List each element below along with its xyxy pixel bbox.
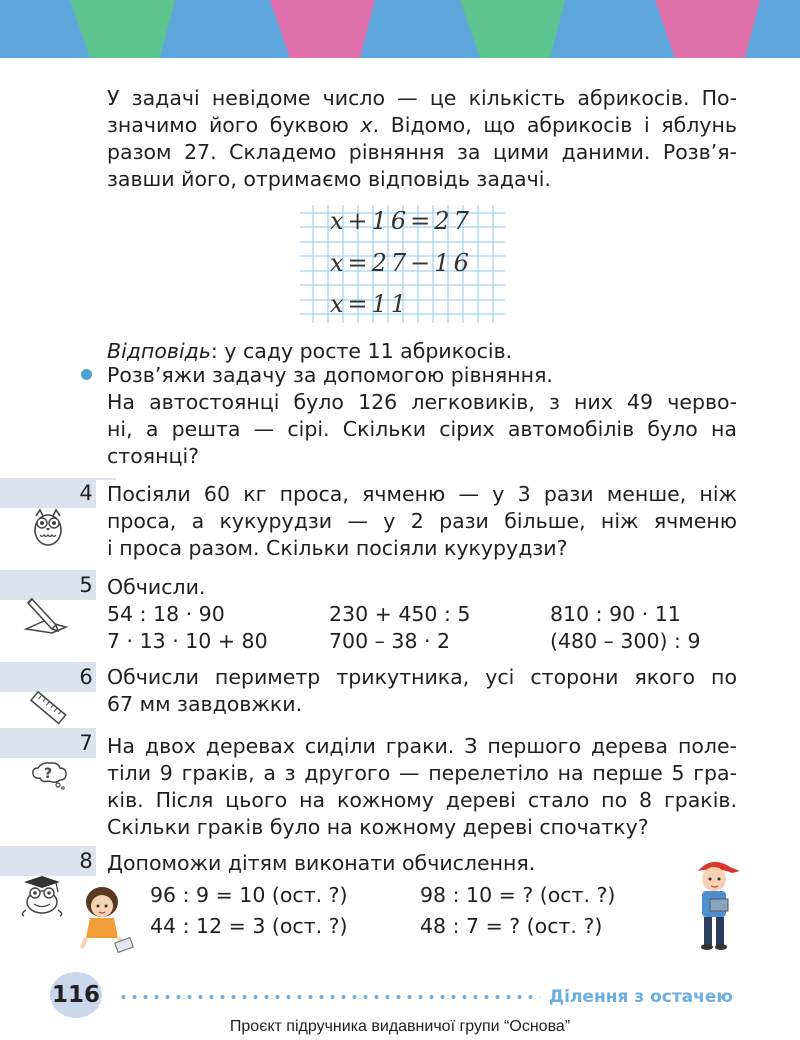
top-banner	[0, 0, 800, 58]
task-6-line-1: Обчисли периметр трикутника, усі сторони якого по	[107, 665, 737, 689]
page-number: 116	[50, 972, 102, 1018]
intro-line-2: значимо його буквою x. Відомо, що абрикосів і яблунь	[107, 113, 737, 137]
task-4-text	[107, 481, 737, 562]
answer-text: : у саду росте 11 абрикосів.	[210, 339, 513, 363]
task-4-line-3: і проса разом. Скільки посіяли кукурудзи?	[107, 536, 568, 560]
owl-icon	[30, 508, 66, 548]
task-4-line-2: проса, а кукурудзи — у 2 рази більше, ніж ячменю	[107, 509, 737, 533]
task-8-expr-1-1: 96 : 9 = 10 (ост. ?)	[150, 883, 348, 907]
task-5-expr-1-3: 810 : 90 · 11	[550, 602, 681, 626]
task-7-line-2: тіли 9 граків, а з другого — перелетіло на перше 5 гра-	[107, 761, 737, 785]
intro-line-4: завши його, отримаємо відповідь задачі.	[107, 167, 551, 191]
equation-3: x=11	[330, 290, 411, 318]
task-5-expr-2-1: 7 · 13 · 10 + 80	[107, 629, 268, 653]
task-6-number: 6	[79, 665, 93, 689]
task-8-expr-1-2: 98 : 10 = ? (ост. ?)	[420, 883, 616, 907]
girl-illustration	[78, 884, 136, 954]
task-5-expr-1-1: 54 : 18 · 90	[107, 602, 225, 626]
answer-label: Відповідь	[107, 339, 211, 363]
intro-line-1: У задачі невідоме число — це кількість абрикосів. По-	[107, 86, 737, 110]
frog-graduate-icon	[16, 874, 68, 918]
bullet-marker	[81, 369, 92, 380]
task-7-line-3: ків. Після цього на кожному дереві стало по 8 граків.	[107, 788, 737, 812]
bullet-task-line-4: стоянці?	[107, 444, 200, 468]
bullet-task-line-2: На автостоянці було 126 легковиків, з них 49 черво-	[107, 390, 737, 414]
task-7-line-1: На двох деревах сиділи граки. З першого дерева поле-	[107, 734, 737, 758]
boy-illustration	[688, 855, 748, 955]
svg-text:?: ?	[44, 766, 53, 782]
task-7-text	[107, 733, 737, 841]
answer-line	[107, 338, 737, 365]
bullet-task-line-3: ні, а решта — сірі. Скільки сірих автомобілів було на	[107, 417, 737, 441]
task-5-title: Обчисли.	[107, 575, 206, 599]
intro-paragraph	[107, 85, 737, 193]
ruler-icon	[28, 688, 68, 728]
task-7-line-4: Скільки граків було на кожному дереві спочатку?	[107, 815, 649, 839]
task-4-line-1: Посіяли 60 кг проса, ячменю — у 3 рази менше, ніж	[107, 482, 737, 506]
task-8-number: 8	[79, 849, 93, 873]
pencil-notebook-icon	[22, 595, 72, 635]
task-5-expr-2-2: 700 – 38 · 2	[329, 629, 451, 653]
thought-question-icon	[30, 756, 70, 790]
section-title: Ділення з остачею	[549, 987, 733, 1007]
task-6-line-2: 67 мм завдовжки.	[107, 692, 303, 716]
bullet-task-line-1: Розв’яжи задачу за допомогою рівняння.	[107, 363, 553, 387]
equation-1: x+16=27	[330, 207, 473, 235]
task-5-expr-1-2: 230 + 450 : 5	[329, 602, 471, 626]
task-6-text	[107, 664, 737, 718]
task-5-expr-2-3: (480 – 300) : 9	[550, 629, 701, 653]
footer-caption: Проєкт підручника видавничої групи “Основа”	[229, 1018, 571, 1035]
task-8-expr-2-1: 44 : 12 = 3 (ост. ?)	[150, 914, 348, 938]
task-4-number: 4	[79, 481, 93, 505]
equation-2: x=27−16	[330, 249, 473, 277]
dotted-rule	[118, 995, 540, 999]
task-7-number: 7	[79, 731, 93, 755]
intro-line-3: разом 27. Складемо рівняння за цими даними. Розв’я-	[107, 140, 737, 164]
bullet-task	[107, 362, 737, 470]
task-8-expr-2-2: 48 : 7 = ? (ост. ?)	[420, 914, 603, 938]
task-8-title: Допоможи дітям виконати обчислення.	[107, 851, 536, 875]
task-5-number: 5	[79, 573, 93, 597]
